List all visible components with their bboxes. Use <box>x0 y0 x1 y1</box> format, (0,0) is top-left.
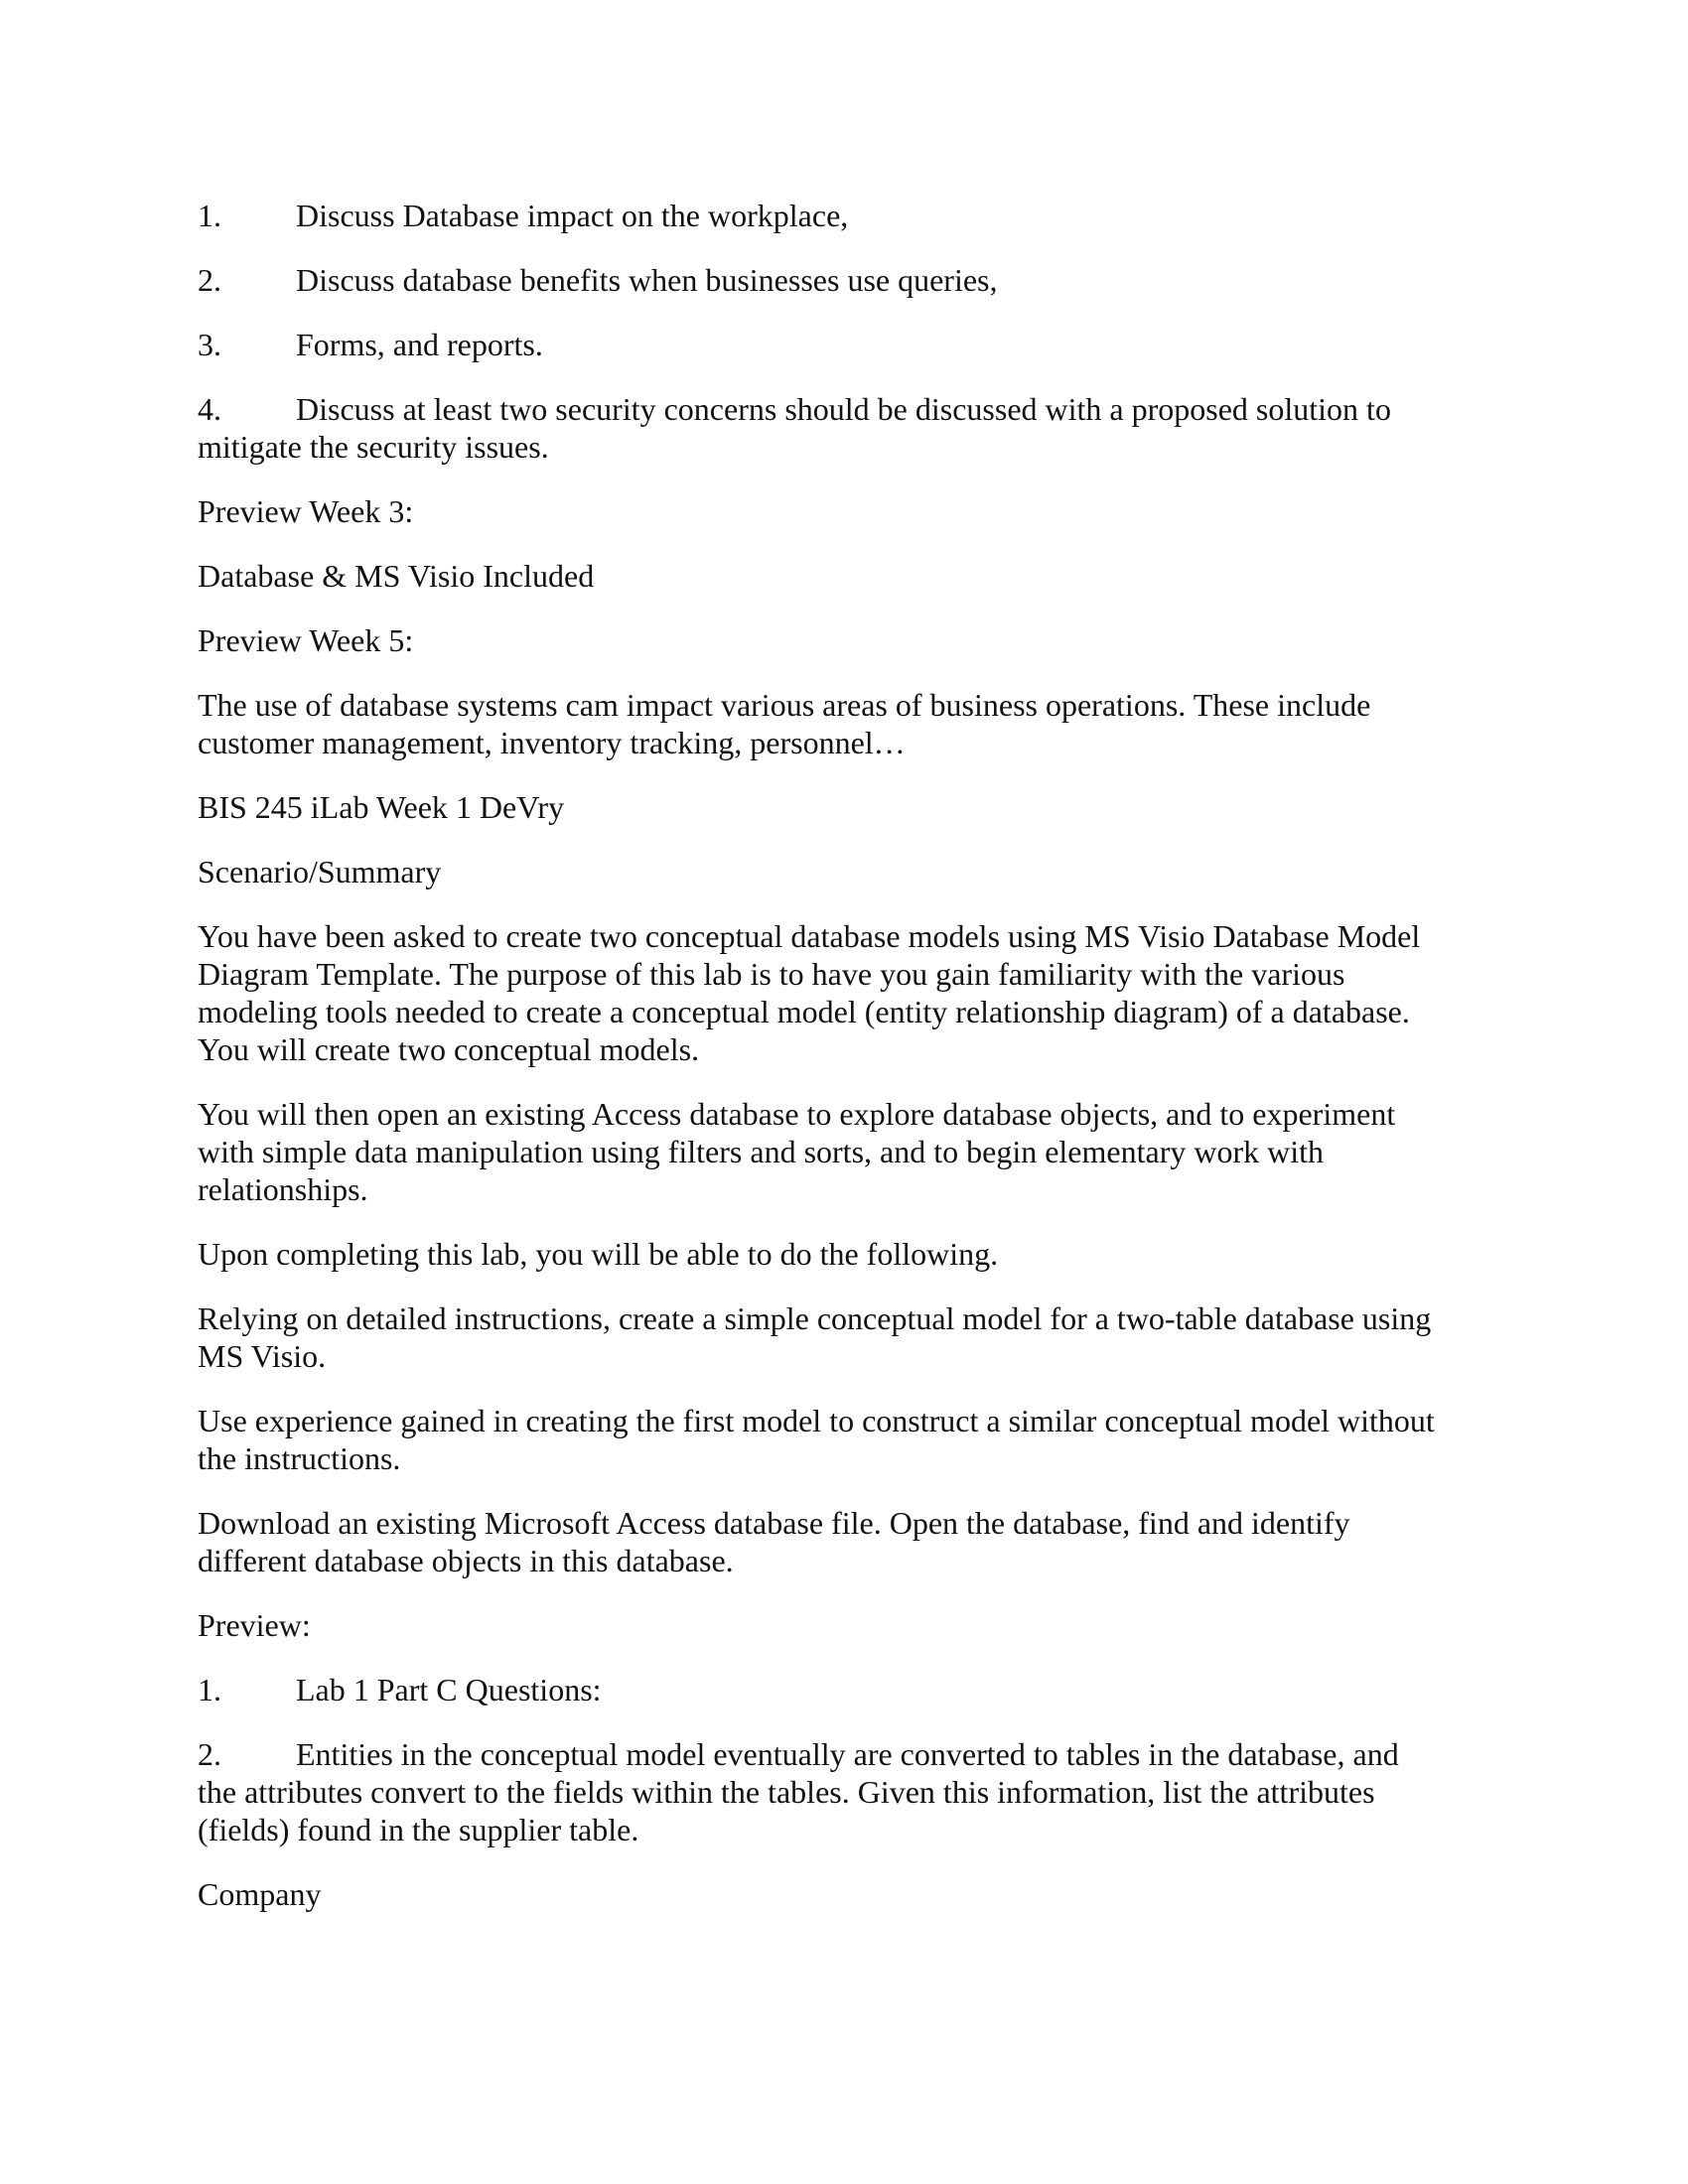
item-number: 2. <box>198 262 221 298</box>
text-line: relationships. <box>198 1171 368 1207</box>
numbered-item <box>198 326 1508 363</box>
numbered-item <box>198 261 1508 299</box>
text-line: the attributes convert to the fields within the tables. Given this information, list the attributes <box>198 1774 1375 1810</box>
paragraph <box>198 1504 1508 1579</box>
text-line <box>198 261 1508 299</box>
document-page <box>198 197 1508 1940</box>
paragraph <box>198 686 1508 761</box>
paragraph <box>198 917 1508 1068</box>
text-line: the instructions. <box>198 1440 401 1476</box>
text-line: customer management, inventory tracking, personnel… <box>198 725 906 760</box>
item-text: Lab 1 Part C Questions: <box>296 1672 602 1707</box>
numbered-item <box>198 197 1508 234</box>
text-line: mitigate the security issues. <box>198 429 549 465</box>
numbered-item <box>198 390 1508 466</box>
item-text: Discuss Database impact on the workplace, <box>296 198 849 233</box>
paragraph <box>198 1402 1508 1477</box>
item-text: Discuss at least two security concerns should be discussed with a proposed solution to <box>296 391 1391 427</box>
item-number: 3. <box>198 327 221 362</box>
text-line: different database objects in this database. <box>198 1543 734 1578</box>
text-line: Preview Week 5: <box>198 622 414 658</box>
text-line <box>198 390 1508 428</box>
text-line: You will create two conceptual models. <box>198 1031 700 1067</box>
paragraph <box>198 1875 1508 1913</box>
text-line: You have been asked to create two conceptual database models using MS Visio Database Model <box>198 918 1421 954</box>
paragraph <box>198 621 1508 659</box>
paragraph <box>198 788 1508 826</box>
paragraph <box>198 1095 1508 1208</box>
text-line: with simple data manipulation using filters and sorts, and to begin elementary work with <box>198 1134 1324 1169</box>
item-text: Forms, and reports. <box>296 327 543 362</box>
text-line: Scenario/Summary <box>198 854 442 889</box>
text-line: Upon completing this lab, you will be able to do the following. <box>198 1236 999 1272</box>
text-line: MS Visio. <box>198 1338 327 1374</box>
text-line: modeling tools needed to create a conceptual model (entity relationship diagram) of a database. <box>198 994 1410 1029</box>
item-number: 4. <box>198 391 221 427</box>
text-line <box>198 1735 1508 1773</box>
paragraph <box>198 1299 1508 1375</box>
text-line: BIS 245 iLab Week 1 DeVry <box>198 789 565 825</box>
paragraph <box>198 492 1508 530</box>
text-line: Preview: <box>198 1607 311 1643</box>
text-line: Company <box>198 1876 322 1912</box>
text-line: Database & MS Visio Included <box>198 558 595 594</box>
text-line: Relying on detailed instructions, create a simple conceptual model for a two-table database using <box>198 1300 1432 1336</box>
item-number: 2. <box>198 1736 221 1772</box>
text-line: Use experience gained in creating the first model to construct a similar conceptual model without <box>198 1403 1435 1438</box>
paragraph <box>198 853 1508 890</box>
paragraph <box>198 557 1508 595</box>
item-text: Entities in the conceptual model eventually are converted to tables in the database, and <box>296 1736 1399 1772</box>
text-line <box>198 197 1508 234</box>
paragraph <box>198 1606 1508 1644</box>
text-line: Download an existing Microsoft Access database file. Open the database, find and identify <box>198 1505 1350 1541</box>
numbered-item <box>198 1671 1508 1708</box>
numbered-item <box>198 1735 1508 1848</box>
text-line <box>198 1671 1508 1708</box>
text-line: You will then open an existing Access database to explore database objects, and to experiment <box>198 1096 1396 1132</box>
item-text: Discuss database benefits when businesses use queries, <box>296 262 998 298</box>
paragraph <box>198 1235 1508 1273</box>
text-line: Preview Week 3: <box>198 493 414 529</box>
item-number: 1. <box>198 1672 221 1707</box>
item-number: 1. <box>198 198 221 233</box>
text-line: (fields) found in the supplier table. <box>198 1812 639 1847</box>
text-line: The use of database systems cam impact various areas of business operations. These include <box>198 687 1371 723</box>
text-line: Diagram Template. The purpose of this lab is to have you gain familiarity with the various <box>198 956 1345 992</box>
text-line <box>198 326 1508 363</box>
